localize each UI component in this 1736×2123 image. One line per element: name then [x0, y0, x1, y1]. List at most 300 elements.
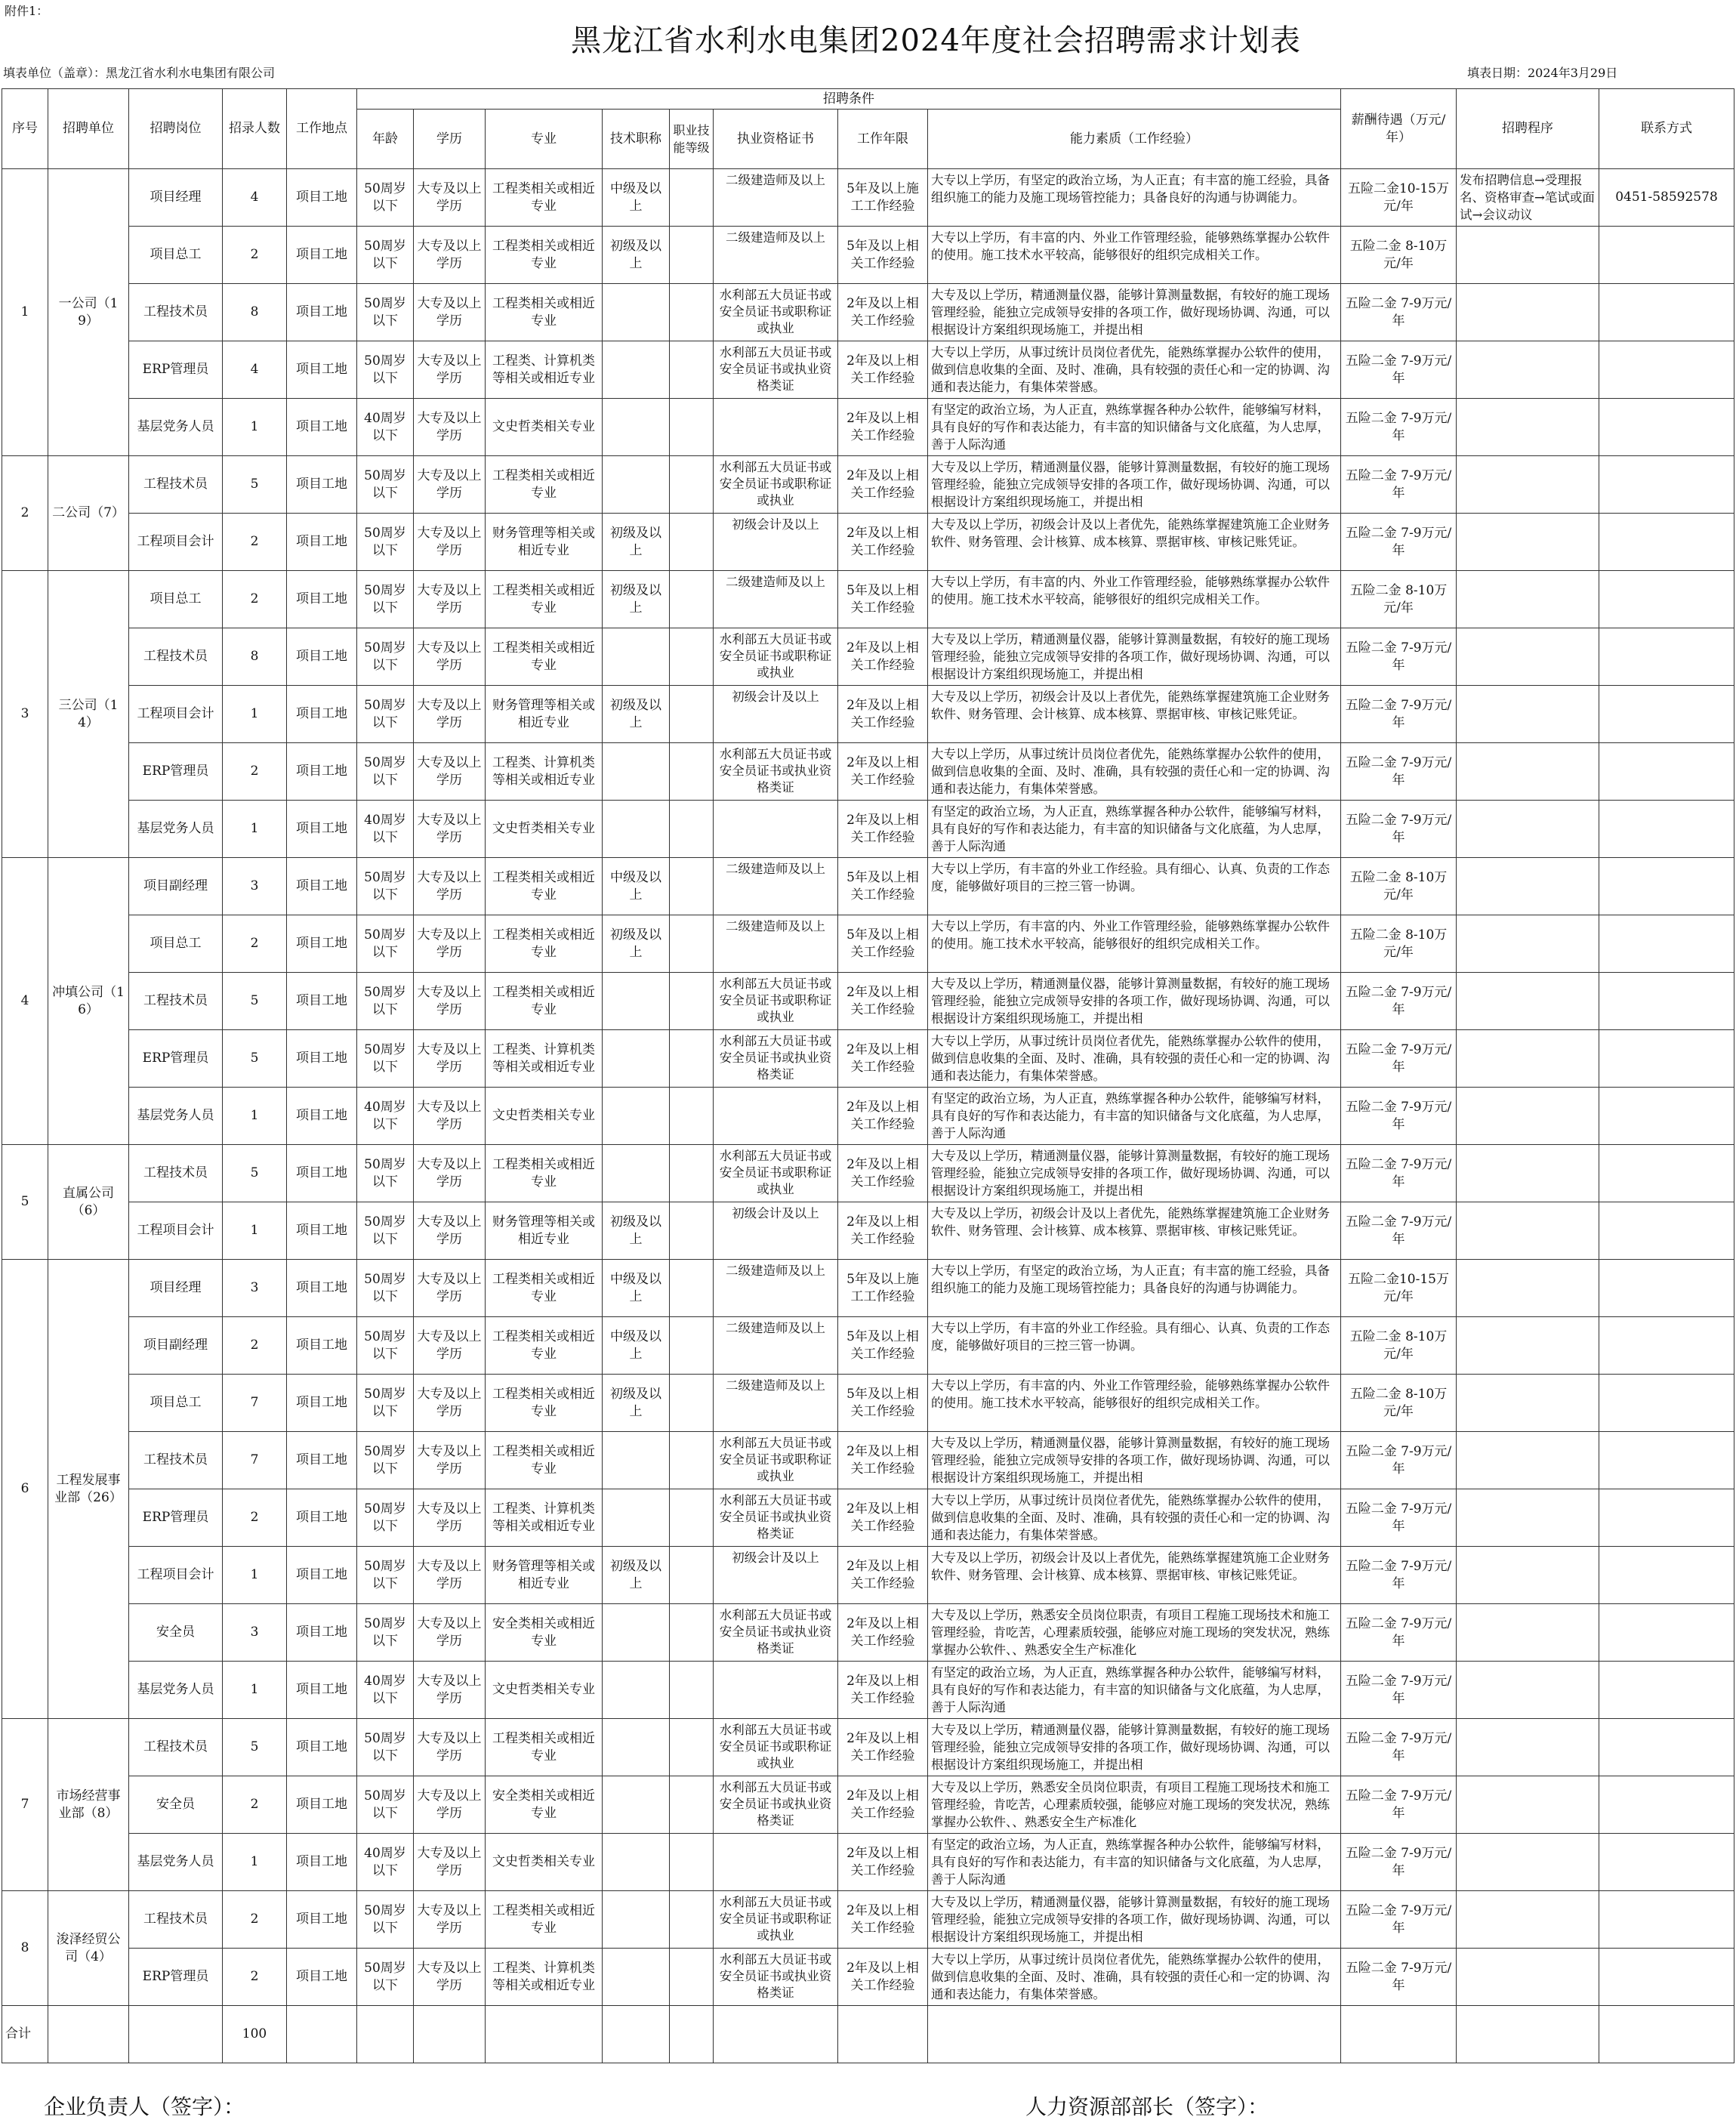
title-cell [603, 1719, 670, 1776]
location-cell-text: 项目工地 [296, 1165, 347, 1180]
age-cell [357, 1719, 414, 1776]
location-cell-text: 项目工地 [296, 534, 347, 549]
contact-cell [1599, 1662, 1734, 1719]
post-cell-text: ERP管理员 [142, 1510, 209, 1525]
cert-cell-text: 二级建造师及以上 [726, 862, 825, 876]
count-cell [223, 1891, 287, 1949]
ability-cell-text: 大专以上学历，有丰富的内、外业工作管理经验，能够熟练掌握办公软件的使用。施工技术水平较高，能够很好的组织完成相关工作。 [931, 1378, 1330, 1410]
location-cell-text: 项目工地 [296, 1452, 347, 1467]
major-cell-text: 工程类、计算机类等相关或相近专业 [492, 1501, 595, 1534]
age-cell-text: 50周岁以下 [364, 1156, 406, 1190]
count-cell-text: 4 [250, 190, 259, 205]
count-cell [223, 571, 287, 628]
title-cell [603, 858, 670, 915]
contact-cell [1599, 1145, 1734, 1202]
location-cell-text: 项目工地 [296, 1395, 347, 1410]
ability-cell-text: 大专及以上学历，精通测量仪器，能够计算测量数据，有较好的施工现场管理经验，能独立完成领导安排的各项工作，做好现场协调、沟通，可以根据设计方案组织现场施工，并提出相 [931, 288, 1330, 337]
age-cell-text: 50周岁以下 [364, 984, 406, 1017]
count-cell [223, 1145, 287, 1202]
years-cell [838, 686, 928, 743]
ability-cell [928, 169, 1341, 227]
contact-cell [1599, 284, 1734, 341]
ability-cell-text: 大专及以上学历，精通测量仪器，能够计算测量数据，有较好的施工现场管理经验，能独立完成领导安排的各项工作，做好现场协调、沟通，可以根据设计方案组织现场施工，并提出相 [931, 460, 1330, 509]
contact-cell [1599, 801, 1734, 858]
age-cell [357, 801, 414, 858]
location-cell [287, 915, 357, 973]
location-cell-text: 项目工地 [296, 649, 347, 664]
cert-cell-text: 水利部五大员证书或安全员证书或职称证或执业 [719, 1895, 832, 1942]
seq-cell: 1 [2, 169, 48, 456]
edu-cell-text: 大专及以上学历 [417, 1099, 482, 1132]
table-row [2, 1662, 1734, 1719]
ability-cell-text: 大专以上学历，有丰富的内、外业工作管理经验，能够熟练掌握办公软件的使用。施工技术水平较高，能够很好的组织完成相关工作。 [931, 230, 1330, 262]
cert-cell [714, 1145, 838, 1202]
title-cell-text: 中级及以上 [610, 1271, 661, 1304]
count-cell-text: 5 [250, 1165, 259, 1180]
header-contact: 联系方式 [1599, 89, 1734, 169]
cert-cell [714, 973, 838, 1030]
title-cell [603, 1949, 670, 2006]
procedure-cell [1457, 1260, 1599, 1317]
years-cell [838, 1489, 928, 1547]
salary-cell: 五险二金10-15万元/年 [1341, 1260, 1457, 1317]
edu-cell [414, 169, 486, 227]
ability-cell [928, 1317, 1341, 1375]
years-cell-text: 5年及以上相关工作经验 [846, 927, 919, 960]
location-cell [287, 227, 357, 284]
count-cell-text: 2 [250, 764, 259, 779]
years-cell [838, 341, 928, 399]
procedure-cell [1457, 1604, 1599, 1662]
title-cell [603, 1604, 670, 1662]
seq-cell: 3 [2, 571, 48, 858]
ability-cell [928, 1949, 1341, 2006]
title-cell-text: 初级及以上 [610, 238, 661, 271]
years-cell-text: 5年及以上相关工作经验 [846, 1386, 919, 1419]
years-cell [838, 858, 928, 915]
grade-cell [670, 227, 714, 284]
table-row [2, 341, 1734, 399]
age-cell-text: 50周岁以下 [364, 1615, 406, 1649]
age-cell [357, 1834, 414, 1891]
major-cell-text: 财务管理等相关或相近专业 [492, 1558, 595, 1591]
salary-cell: 五险二金 8-10万元/年 [1341, 571, 1457, 628]
post-cell [129, 1088, 223, 1145]
post-cell-text: ERP管理员 [142, 1969, 209, 1984]
age-cell-text: 50周岁以下 [364, 1902, 406, 1936]
grade-cell [670, 399, 714, 456]
age-cell [357, 284, 414, 341]
contact-cell: 0451-58592578 [1599, 169, 1734, 227]
count-cell [223, 628, 287, 686]
procedure-cell [1457, 514, 1599, 571]
salary-cell: 五险二金 7-9万元/年 [1341, 1662, 1457, 1719]
post-cell-text: 工程项目会计 [137, 1223, 214, 1238]
major-cell [486, 801, 603, 858]
count-cell [223, 915, 287, 973]
edu-cell-text: 大专及以上学历 [417, 295, 482, 329]
location-cell-text: 项目工地 [296, 477, 347, 492]
procedure-cell [1457, 399, 1599, 456]
count-cell [223, 399, 287, 456]
years-cell-text: 2年及以上相关工作经验 [846, 984, 919, 1017]
years-cell-text: 2年及以上相关工作经验 [846, 1443, 919, 1477]
ability-cell [928, 284, 1341, 341]
years-cell [838, 628, 928, 686]
grade-cell [670, 1891, 714, 1949]
years-cell [838, 1088, 928, 1145]
ability-cell-text: 大专及以上学历，初级会计及以上者优先，能熟练掌握建筑施工企业财务软件、财务管理、会计核算、成本核算、票据审核、审核记账凭证。 [931, 1206, 1330, 1238]
total-count: 100 [223, 2006, 287, 2063]
edu-cell [414, 628, 486, 686]
unit-cell: 二公司（7） [48, 456, 129, 571]
header-age: 年龄 [357, 110, 414, 169]
count-cell [223, 1260, 287, 1317]
age-cell [357, 1547, 414, 1604]
post-cell [129, 1949, 223, 2006]
fill-date: 填表日期：2024年3月29日 [1467, 66, 1618, 80]
cert-cell-text: 水利部五大员证书或安全员证书或执业资格类证 [719, 1493, 832, 1541]
location-cell-text: 项目工地 [296, 1682, 347, 1697]
count-cell-text: 3 [250, 1280, 259, 1295]
major-cell [486, 1202, 603, 1260]
procedure-cell [1457, 341, 1599, 399]
cert-cell [714, 1891, 838, 1949]
edu-cell-text: 大专及以上学历 [417, 353, 482, 386]
edu-cell [414, 1776, 486, 1834]
years-cell-text: 2年及以上相关工作经验 [846, 1845, 919, 1878]
title-cell [603, 628, 670, 686]
table-row [2, 169, 1734, 227]
cert-cell-text: 二级建造师及以上 [726, 919, 825, 933]
post-cell-text: 工程技术员 [143, 304, 208, 319]
header-location: 工作地点 [287, 89, 357, 169]
total-blank [928, 2006, 1341, 2063]
count-cell-text: 2 [250, 936, 259, 951]
years-cell [838, 1432, 928, 1489]
salary-cell: 五险二金 8-10万元/年 [1341, 1317, 1457, 1375]
procedure-cell [1457, 169, 1599, 227]
edu-cell-text: 大专及以上学历 [417, 1615, 482, 1649]
location-cell-text: 项目工地 [296, 1108, 347, 1123]
location-cell-text: 项目工地 [296, 190, 347, 205]
major-cell [486, 1260, 603, 1317]
cert-cell [714, 1604, 838, 1662]
salary-cell: 五险二金 7-9万元/年 [1341, 686, 1457, 743]
grade-cell [670, 1260, 714, 1317]
contact-cell [1599, 1260, 1734, 1317]
edu-cell [414, 1547, 486, 1604]
salary-cell: 五险二金 7-9万元/年 [1341, 284, 1457, 341]
procedure-text: 发布招聘信息→受理报名、资格审查→笔试或面试→会议动议 [1460, 173, 1595, 222]
grade-cell [670, 801, 714, 858]
location-cell [287, 1375, 357, 1432]
major-cell [486, 1949, 603, 2006]
location-cell [287, 1145, 357, 1202]
procedure-cell [1457, 1088, 1599, 1145]
title-cell-text: 初级及以上 [610, 525, 661, 558]
count-cell-text: 4 [250, 362, 259, 377]
title-cell [603, 1088, 670, 1145]
edu-cell-text: 大专及以上学历 [417, 1214, 482, 1247]
years-cell [838, 1317, 928, 1375]
post-cell-text: 项目副经理 [143, 1338, 208, 1353]
salary-cell: 五险二金 8-10万元/年 [1341, 915, 1457, 973]
edu-cell [414, 743, 486, 801]
post-cell [129, 341, 223, 399]
cert-cell [714, 686, 838, 743]
age-cell [357, 571, 414, 628]
grade-cell [670, 1949, 714, 2006]
total-blank [414, 2006, 486, 2063]
location-cell-text: 项目工地 [296, 591, 347, 606]
major-cell [486, 1834, 603, 1891]
ability-cell-text: 大专及以上学历，精通测量仪器，能够计算测量数据，有较好的施工现场管理经验，能独立完成领导安排的各项工作，做好现场协调、沟通，可以根据设计方案组织现场施工，并提出相 [931, 632, 1330, 681]
contact-cell [1599, 1891, 1734, 1949]
procedure-cell [1457, 1547, 1599, 1604]
major-cell-text: 文史哲类相关专业 [492, 821, 595, 836]
procedure-cell [1457, 1662, 1599, 1719]
edu-cell [414, 1432, 486, 1489]
years-cell [838, 1145, 928, 1202]
header-ability: 能力素质（工作经验） [928, 110, 1341, 169]
post-cell-text: 项目经理 [150, 1280, 202, 1295]
major-cell [486, 399, 603, 456]
major-cell-text: 财务管理等相关或相近专业 [492, 697, 595, 730]
procedure-cell [1457, 743, 1599, 801]
count-cell [223, 1317, 287, 1375]
post-cell-text: 工程技术员 [143, 477, 208, 492]
salary-cell: 五险二金 7-9万元/年 [1341, 1432, 1457, 1489]
cert-cell-text: 水利部五大员证书或安全员证书或执业资格类证 [719, 1780, 832, 1828]
grade-cell [670, 858, 714, 915]
count-cell-text: 2 [250, 1912, 259, 1927]
years-cell [838, 1891, 928, 1949]
major-cell [486, 1719, 603, 1776]
procedure-cell [1457, 1030, 1599, 1088]
total-blank [670, 2006, 714, 2063]
cert-cell-text: 初级会计及以上 [732, 690, 819, 704]
age-cell [357, 1202, 414, 1260]
major-cell [486, 169, 603, 227]
post-cell [129, 1776, 223, 1834]
age-cell-text: 50周岁以下 [364, 238, 406, 271]
age-cell-text: 50周岁以下 [364, 295, 406, 329]
location-cell [287, 1719, 357, 1776]
seq-cell: 4 [2, 858, 48, 1145]
table-row [2, 1260, 1734, 1317]
cert-cell [714, 1375, 838, 1432]
post-cell-text: 工程技术员 [143, 1165, 208, 1180]
title-cell [603, 686, 670, 743]
years-cell [838, 1547, 928, 1604]
location-cell [287, 628, 357, 686]
fill-unit: 填表单位（盖章）：黑龙江省水利水电集团有限公司 [3, 66, 276, 80]
contact-cell [1599, 1432, 1734, 1489]
total-blank [129, 2006, 223, 2063]
post-cell-text: 项目经理 [150, 190, 202, 205]
ability-cell-text: 大专以上学历，有坚定的政治立场，为人正直；有丰富的施工经验，具备组织施工的能力及施工现场管控能力；具备良好的沟通与协调能力。 [931, 173, 1330, 205]
salary-cell: 五险二金 7-9万元/年 [1341, 743, 1457, 801]
salary-cell: 五险二金 7-9万元/年 [1341, 399, 1457, 456]
location-cell-text: 项目工地 [296, 1223, 347, 1238]
post-cell [129, 1202, 223, 1260]
ability-cell-text: 有坚定的政治立场，为人正直，熟练掌握各种办公软件，能够编写材料，具有良好的写作和表达能力，有丰富的知识储备与文化底蕴，为人忠厚，善于人际沟通 [931, 1838, 1330, 1887]
table-row [2, 1317, 1734, 1375]
title-cell [603, 1030, 670, 1088]
salary-cell: 五险二金 7-9万元/年 [1341, 1604, 1457, 1662]
major-cell [486, 1891, 603, 1949]
edu-cell [414, 1834, 486, 1891]
contact-cell [1599, 341, 1734, 399]
procedure-cell [1457, 915, 1599, 973]
edu-cell-text: 大专及以上学历 [417, 1271, 482, 1304]
ability-cell-text: 大专及以上学历，初级会计及以上者优先，能熟练掌握建筑施工企业财务软件、财务管理、会计核算、成本核算、票据审核、审核记账凭证。 [931, 517, 1330, 549]
ability-cell [928, 1030, 1341, 1088]
age-cell-text: 50周岁以下 [364, 1443, 406, 1477]
procedure-cell [1457, 973, 1599, 1030]
cert-cell [714, 1030, 838, 1088]
post-cell-text: 安全员 [156, 1625, 195, 1640]
salary-cell: 五险二金 7-9万元/年 [1341, 801, 1457, 858]
unit-cell: 直属公司（6） [48, 1145, 129, 1260]
age-cell-text: 50周岁以下 [364, 640, 406, 673]
post-cell [129, 973, 223, 1030]
age-cell-text: 50周岁以下 [364, 582, 406, 616]
procedure-cell [1457, 1375, 1599, 1432]
count-cell [223, 514, 287, 571]
title-cell-text: 初级及以上 [610, 927, 661, 960]
grade-cell [670, 514, 714, 571]
contact-cell [1599, 1949, 1734, 2006]
years-cell-text: 2年及以上相关工作经验 [846, 525, 919, 558]
edu-cell [414, 915, 486, 973]
age-cell [357, 915, 414, 973]
age-cell [357, 1891, 414, 1949]
location-cell-text: 项目工地 [296, 247, 347, 262]
major-cell-text: 财务管理等相关或相近专业 [492, 525, 595, 558]
contact-cell [1599, 456, 1734, 514]
grade-cell [670, 686, 714, 743]
major-cell [486, 1030, 603, 1088]
cert-cell [714, 1260, 838, 1317]
procedure-cell [1457, 858, 1599, 915]
edu-cell-text: 大专及以上学历 [417, 754, 482, 788]
years-cell [838, 1260, 928, 1317]
ability-cell-text: 大专以上学历，从事过统计员岗位者优先，能熟练掌握办公软件的使用，做到信息收集的全面、及时、准确，具有较强的责任心和一定的协调、沟通和表达能力，有集体荣誉感。 [931, 1952, 1330, 2001]
ability-cell [928, 1432, 1341, 1489]
post-cell [129, 227, 223, 284]
years-cell-text: 2年及以上相关工作经验 [846, 1673, 919, 1706]
cert-cell-text: 水利部五大员证书或安全员证书或执业资格类证 [719, 747, 832, 795]
total-blank [1599, 2006, 1734, 2063]
count-cell [223, 973, 287, 1030]
years-cell-text: 5年及以上施工工作经验 [846, 1271, 919, 1304]
location-cell [287, 1030, 357, 1088]
title-cell [603, 456, 670, 514]
years-cell [838, 514, 928, 571]
ability-cell-text: 有坚定的政治立场，为人正直，熟练掌握各种办公软件，能够编写材料，具有良好的写作和表达能力，有丰富的知识储备与文化底蕴，为人忠厚，善于人际沟通 [931, 804, 1330, 853]
total-blank [838, 2006, 928, 2063]
location-cell-text: 项目工地 [296, 1739, 347, 1754]
count-cell [223, 1776, 287, 1834]
post-cell-text: 工程项目会计 [137, 534, 214, 549]
cert-cell [714, 1317, 838, 1375]
years-cell-text: 2年及以上相关工作经验 [846, 1960, 919, 1993]
location-cell-text: 项目工地 [296, 878, 347, 893]
age-cell [357, 743, 414, 801]
edu-cell [414, 341, 486, 399]
salary-cell: 五险二金 7-9万元/年 [1341, 1834, 1457, 1891]
years-cell-text: 2年及以上相关工作经验 [846, 353, 919, 386]
major-cell [486, 341, 603, 399]
major-cell-text: 工程类相关或相近专业 [492, 927, 595, 960]
seq-cell: 5 [2, 1145, 48, 1260]
count-cell [223, 858, 287, 915]
table-row [2, 686, 1734, 743]
count-cell-text: 7 [250, 1395, 259, 1410]
age-cell [357, 1088, 414, 1145]
location-cell [287, 1432, 357, 1489]
total-blank [486, 2006, 603, 2063]
post-cell [129, 1317, 223, 1375]
post-cell [129, 1489, 223, 1547]
ability-cell [928, 1891, 1341, 1949]
cert-cell-text: 初级会计及以上 [732, 517, 819, 532]
count-cell [223, 1949, 287, 2006]
major-cell [486, 514, 603, 571]
location-cell [287, 341, 357, 399]
location-cell [287, 169, 357, 227]
grade-cell [670, 571, 714, 628]
major-cell-text: 工程类、计算机类等相关或相近专业 [492, 353, 595, 386]
ability-cell-text: 大专及以上学历，精通测量仪器，能够计算测量数据，有较好的施工现场管理经验，能独立完成领导安排的各项工作，做好现场协调、沟通，可以根据设计方案组织现场施工，并提出相 [931, 1149, 1330, 1198]
edu-cell-text: 大专及以上学历 [417, 582, 482, 616]
procedure-cell [1457, 1776, 1599, 1834]
major-cell-text: 工程类、计算机类等相关或相近专业 [492, 754, 595, 788]
salary-cell: 五险二金 7-9万元/年 [1341, 456, 1457, 514]
grade-cell [670, 1776, 714, 1834]
post-cell-text: 项目副经理 [143, 878, 208, 893]
seq-cell: 2 [2, 456, 48, 571]
years-cell [838, 1662, 928, 1719]
header-post: 招聘岗位 [129, 89, 223, 169]
total-blank [1457, 2006, 1599, 2063]
count-cell-text: 2 [250, 1969, 259, 1984]
salary-cell: 五险二金 7-9万元/年 [1341, 973, 1457, 1030]
edu-cell [414, 858, 486, 915]
procedure-cell [1457, 1432, 1599, 1489]
edu-cell-text: 大专及以上学历 [417, 1386, 482, 1419]
contact-cell [1599, 686, 1734, 743]
major-cell-text: 工程类相关或相近专业 [492, 1730, 595, 1764]
ability-cell [928, 1202, 1341, 1260]
ability-cell [928, 1088, 1341, 1145]
count-cell-text: 1 [250, 1223, 259, 1238]
contact-cell [1599, 571, 1734, 628]
cert-cell-text: 二级建造师及以上 [726, 1378, 825, 1393]
count-cell [223, 284, 287, 341]
count-cell [223, 456, 287, 514]
location-cell [287, 1202, 357, 1260]
ability-cell [928, 973, 1341, 1030]
header-edu: 学历 [414, 110, 486, 169]
grade-cell [670, 973, 714, 1030]
post-cell-text: 项目总工 [150, 1395, 202, 1410]
location-cell-text: 项目工地 [296, 1280, 347, 1295]
cert-cell-text: 初级会计及以上 [732, 1206, 819, 1220]
major-cell-text: 工程类相关或相近专业 [492, 1386, 595, 1419]
